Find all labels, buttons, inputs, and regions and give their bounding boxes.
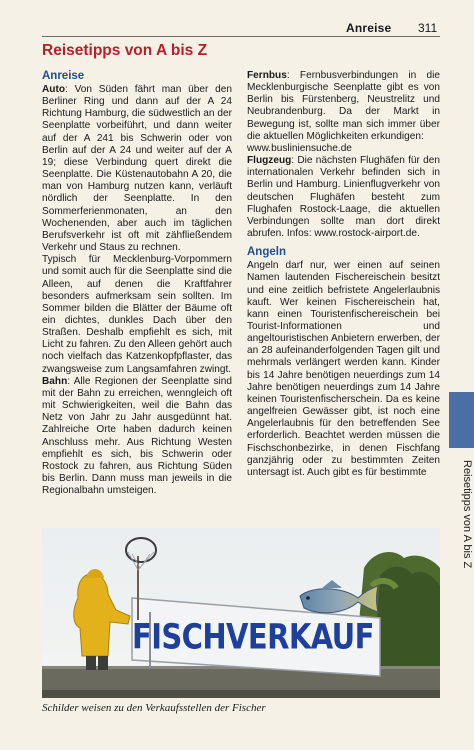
paragraph-fernbus (247, 70, 440, 143)
label-fernbus: Fernbus (247, 70, 287, 81)
link-busliniensuche[interactable]: www.busliniensuche.de (247, 142, 352, 154)
text-bahn: : Alle Regionen der Seenplatte sind mit der Bahn zu erreichen, wenngleich oft mit Schwierigkeiten, weil die Bahn das Netz von Jahr zu Jahr ausgedünnt hat. Zahlreiche Orte haben dadurch keinen Anschluss mehr. Aus Richtung Westen empfiehlt es sich, bis Schwerin oder Rostock zu fahren, aus Richtung Süden bis Berlin. Dann muss man jeweils in die Regionalbahn umsteigen. (42, 375, 232, 497)
photo-illustration (42, 528, 440, 698)
page-number: 311 (418, 21, 438, 35)
paragraph-angeln: Angeln darf nur, wer einen auf seinen Namen lautenden Fischereischein besitzt und eine zeitlich befristete Angelerlaubnis kauft. Wer keinen Fischereischein hat, kann einen Touristenfischereischein bei Tourist-Informationen und angeltouristischen Anbietern erwerben, der an 28 aufeinanderfolgenden Tagen gilt und mehrmals verlängert werden kann. Kinder bis 14 Jahre benötigen neuerdings zum 14 Jahre benötigen neuerdings zum 14 Jahre keinen Touristenfischerschein. Da es keine angelfreien Gewässer gibt, ist noch eine Angelerlaubnis für den betreffenden See erforderlich. Beachtet werden müssen die Fischschonbezirke, in denen Fischfang ganzjährig oder zu bestimmten Zeiten untersagt ist. Auch gibt es für bestimmte (247, 260, 440, 478)
label-flugzeug: Flugzeug (247, 155, 292, 167)
sign-text-fischverkauf: FISCHVERKAUF (132, 616, 374, 657)
text-flugzeug: : Die nächsten Flughäfen für den internationalen Verkehr befinden sich in Berlin und Hamburg. Linienflugverkehr von deutschen Flughäfen besteht zum Flughafen Rostock-Laage, die aktuellen Verbindungen sollte man dort direkt abrufen. Infos: www.rostock-airport.de. (247, 155, 440, 240)
text-auto: : Von Süden fährt man über den Berliner Ring und dann auf der A 24 Richtung Hamburg, die südwestlich an der Seenplatte vorbeiführt, und dann weiter auf der A 241 bis Schwerin oder von Berlin auf der A 24 und weiter auf der A 19; diese Verbindung quert direkt die Seenplatte. Die Küstenautobahn A 20, die man von Hamburg nutzen kann, verläuft nördlich der Seenplatte. In den Sommerferienmonaten, an den Wochenenden, aber auch im täglichen Berufsverkehr ist oft mit zähfließendem Verkehr und Staus zu rechnen. (42, 84, 232, 254)
photo-fischverkauf (42, 528, 440, 698)
left-column (42, 70, 232, 497)
photo-caption: Schilder weisen zu den Verkaufsstellen der Fischer (42, 702, 266, 714)
text-fernbus: : Fernbusverbindungen in die Mecklenburgische Seenplatte gibt es von Berlin bis Fürstenberg, Neustrelitz und Neubrandenburg. Da der Markt in Bewegung ist, sollte man sich immer über die aktuellen Möglichkeiten erkundigen: (247, 70, 440, 142)
header-rule (42, 36, 440, 37)
text-alleen: Typisch für Mecklenburg-Vorpommern und somit auch für die Seenplatte sind die Alleen, auf denen die Kraftfahrer besonders aufmerksam sein sollten. Im Sommer bilden die Blätter der Bäume oft ein dichtes, dunkles Dach über den Straßen. Deshalb empfiehlt es sich, mit Licht zu fahren. Zu den Alleen gehört auch noch vielfach das Katzenkopfpflaster, das zwangsweise zum Langsamfahren zwingt. (42, 254, 232, 375)
paragraph-flugzeug (247, 155, 440, 240)
paragraph-bahn (42, 376, 232, 498)
section-heading-angeln: Angeln (247, 246, 286, 259)
side-tab-marker (449, 392, 474, 448)
side-tab-label: Reisetipps von A bis Z (461, 460, 473, 569)
section-heading-anreise: Anreise (42, 70, 85, 82)
right-column (247, 70, 440, 479)
label-bahn: Bahn (42, 375, 68, 387)
label-auto: Auto (42, 84, 65, 95)
paragraph-auto (42, 84, 232, 254)
running-header-section: Anreise (346, 21, 392, 35)
page-title: Reisetipps von A bis Z (42, 42, 208, 59)
paragraph-alleen (42, 254, 232, 376)
